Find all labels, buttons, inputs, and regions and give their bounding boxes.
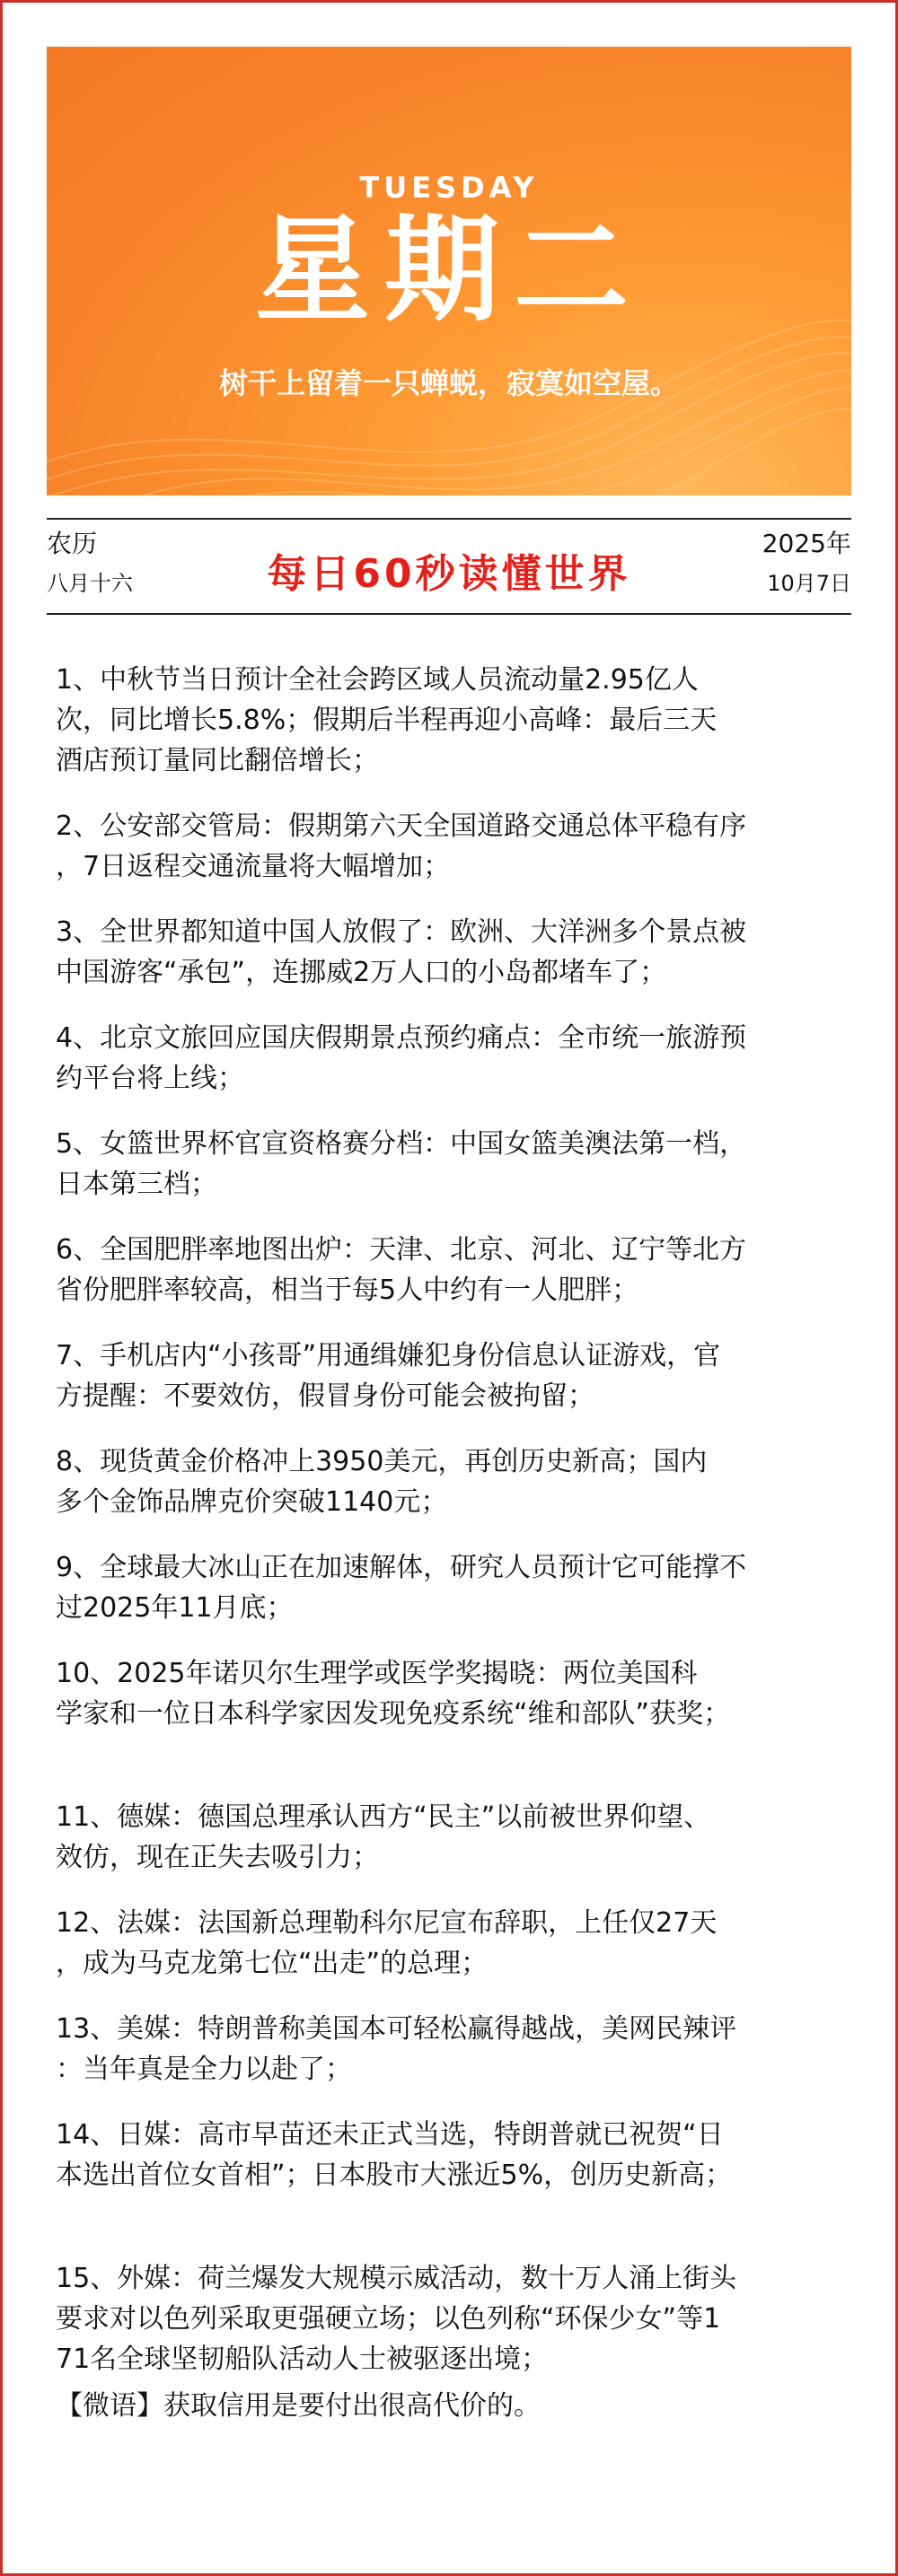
header-divider-top <box>47 518 851 520</box>
news-item-line: 9、全球最大冰山正在加速解体，研究人员预计它可能撑不 <box>56 1552 747 1583</box>
header-divider-bottom <box>47 613 851 615</box>
news-item-line: ，成为马克龙第七位“出走”的总理； <box>56 1948 489 1979</box>
news-item-line: ：当年真是全力以赴了； <box>56 2054 352 2085</box>
news-item-line: 2、公安部交管局：假期第六天全国道路交通总体平稳有序 <box>56 810 747 842</box>
weekday-chinese: 星期二 <box>254 204 643 337</box>
news-item <box>56 1124 864 1205</box>
news-item-line: 1、中秋节当日预计全社会跨区域人员流动量2.95亿人 <box>56 664 699 696</box>
news-item-line: 方提醒：不要效仿，假冒身份可能会被拘留； <box>56 1380 594 1412</box>
news-item-line: 本选出首位女首相”；日本股市大涨近5%，创历史新高； <box>56 2160 733 2191</box>
news-item <box>56 1547 864 1628</box>
news-item <box>56 1653 864 1734</box>
news-item-line: 3、全世界都知道中国人放假了：欧洲、大洋洲多个景点被 <box>56 916 747 948</box>
news-item-line: 11、德媒：德国总理承认西方“民主”以前被世界仰望、 <box>56 1801 711 1833</box>
news-item-line: 日本第三档； <box>56 1169 217 1200</box>
news-item-line: 次，同比增长5.8%；假期后半程再迎小高峰：最后三天 <box>56 705 718 736</box>
news-item-line: 酒店预订量同比翻倍增长； <box>56 745 379 776</box>
news-item-line: 7、手机店内“小孩哥”用通缉嫌犯身份信息认证游戏，官 <box>56 1340 721 1371</box>
news-item <box>56 912 864 993</box>
news-item <box>56 2115 864 2195</box>
news-item-line: 14、日媒：高市早苗还未正式当选，特朗普就已祝贺“日 <box>56 2119 724 2151</box>
news-list <box>56 660 864 2379</box>
news-item <box>56 806 864 887</box>
news-item-line: 过2025年11月底； <box>56 1592 294 1624</box>
news-item-line: 学家和一位日本科学家因发现免疫系统“维和部队”获奖； <box>56 1698 731 1730</box>
footer-note: 【微语】获取信用是要付出很高代价的。 <box>56 2390 541 2422</box>
news-item-line: 4、北京文旅回应国庆假期景点预约痛点：全市统一旅游预 <box>56 1022 747 1054</box>
date-label: 10月7日 <box>767 571 851 596</box>
news-item-line: 13、美媒：特朗普称美国本可轻松赢得越战，美网民辣评 <box>56 2013 737 2045</box>
news-item-line: ，7日返程交通流量将大幅增加； <box>56 851 451 882</box>
news-item-line: 71名全球坚韧船队活动人士被驱逐出境； <box>56 2344 549 2375</box>
news-item-line: 15、外媒：荷兰爆发大规模示威活动，数十万人涌上街头 <box>56 2263 737 2294</box>
news-item-line: 8、现货黄金价格冲上3950美元，再创历史新高；国内 <box>56 1446 708 1477</box>
news-item <box>56 1336 864 1416</box>
news-item-line: 5、女篮世界杯官宣资格赛分档：中国女篮美澳法第一档， <box>56 1128 747 1160</box>
news-item <box>56 1018 864 1099</box>
lunar-label: 农历 <box>47 529 98 558</box>
news-item-line: 10、2025年诺贝尔生理学或医学奖揭晓：两位美国科 <box>56 1658 698 1689</box>
banner-quote: 树干上留着一只蝉蜕，寂寞如空屋。 <box>218 366 679 400</box>
weekday-banner <box>47 47 851 495</box>
weekday-english: TUESDAY <box>359 171 539 205</box>
masthead-title: 每日60秒读懂世界 <box>267 551 631 597</box>
news-item <box>56 2258 864 2379</box>
news-item <box>56 1797 864 1878</box>
news-item-line: 12、法媒：法国新总理勒科尔尼宣布辞职，上任仅27天 <box>56 1907 718 1939</box>
news-item <box>56 2009 864 2090</box>
news-item-line: 约平台将上线； <box>56 1063 244 1094</box>
news-item-line: 效仿，现在正失去吸引力； <box>56 1842 379 1873</box>
year-label: 2025年 <box>762 529 851 558</box>
news-item <box>56 1903 864 1984</box>
news-item-line: 多个金饰品牌克价突破1140元； <box>56 1486 448 1518</box>
lunar-date: 八月十六 <box>47 571 133 596</box>
news-item-line: 6、全国肥胖率地图出炉：天津、北京、河北、辽宁等北方 <box>56 1234 747 1266</box>
news-item-line: 要求对以色列采取更强硬立场；以色列称“环保少女”等1 <box>56 2303 721 2335</box>
news-item <box>56 1230 864 1310</box>
news-item-line: 中国游客“承包”，连挪威2万人口的小岛都堵车了； <box>56 957 667 988</box>
news-item <box>56 660 864 781</box>
news-item-line: 省份肥胖率较高，相当于每5人中约有一人肥胖； <box>56 1275 639 1306</box>
news-item <box>56 1441 864 1522</box>
